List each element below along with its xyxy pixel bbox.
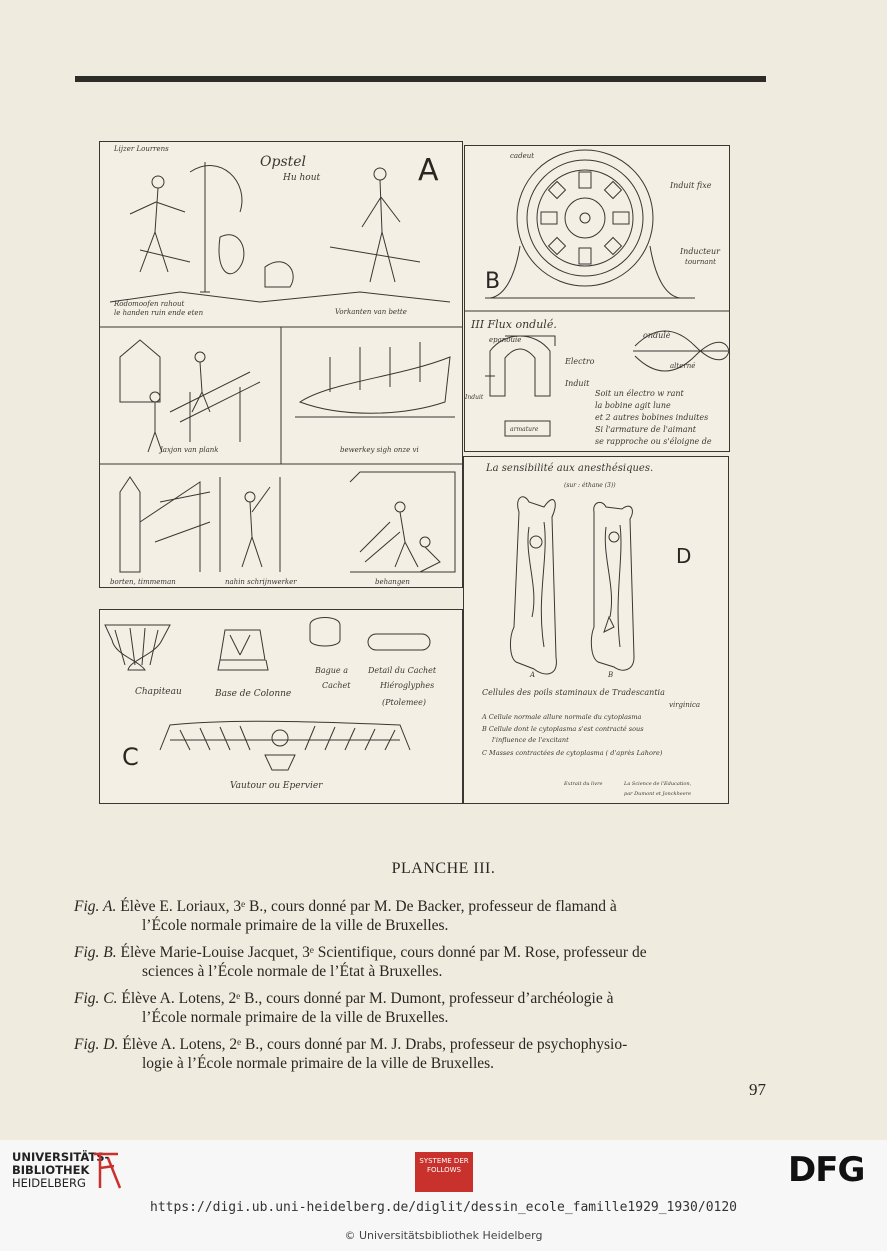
panel-b-note-3: et 2 autres bobines induites xyxy=(595,413,709,422)
panel-d-footnote-3: par Dumont et Jonckheere xyxy=(624,791,692,797)
panel-d-item-a: A Cellule normale allure normale du cytoplasma xyxy=(482,713,642,721)
ub-logo-line-3: HEIDELBERG xyxy=(12,1176,86,1190)
panel-a-caption-5: borten, timmeman xyxy=(110,578,176,586)
panel-a-caption-1: Rodomoofen rahout xyxy=(114,300,185,308)
panel-d-item-b: B Cellule dont le cytoplasma s'est contracté sous xyxy=(482,725,644,733)
panel-d-subtitle: (sur : éthane (3)) xyxy=(564,482,616,489)
panel-b-label-epanouie: epanouie xyxy=(489,336,522,344)
panel-b-label-induit-2: Induit xyxy=(465,394,484,401)
panel-b-label-ondule: ondulé xyxy=(643,331,671,340)
ub-logo-line-2: BIBLIOTHEK xyxy=(12,1163,90,1177)
panel-a-caption-6: nahin schrijnwerker xyxy=(225,578,297,586)
panel-b-note-2: la bobine agit lune xyxy=(595,401,671,410)
top-rule xyxy=(75,76,766,82)
panel-b-label-electro: Electro xyxy=(565,357,595,366)
panel-b-drawing xyxy=(465,146,729,451)
fig-text-continued: logie à l’École normale primaire de la ville de Bruxelles. xyxy=(142,1055,495,1072)
panel-b-note-4: Si l'armature de l'aimant xyxy=(595,425,696,434)
panel-a-caption-7: behangen xyxy=(375,578,410,586)
panel-a-top-note: Lijzer Lourrens xyxy=(114,145,169,153)
panel-c-label-ptolemee: (Ptolemee) xyxy=(382,698,427,707)
panel-c-letter: C xyxy=(122,743,139,771)
panel-d-footnote-1: Extrait du livre xyxy=(564,781,603,787)
ub-logo-line-1: UNIVERSITÄTS- xyxy=(12,1150,110,1164)
panel-b-label-top: cadeut xyxy=(510,152,535,160)
panel-c-label-bague: Bague a xyxy=(315,666,348,675)
panel-d-letter: D xyxy=(676,544,692,568)
panel-b-note-1: Soit un électro w rant xyxy=(595,389,684,398)
fig-caption-d xyxy=(74,1035,766,1073)
panel-d-caption-title-2: virginica xyxy=(669,701,701,709)
panel-c xyxy=(99,609,463,804)
fig-caption-c xyxy=(74,989,766,1027)
panel-d-item-b-2: l'influence de l'excitant xyxy=(492,736,569,744)
panel-d-footnote-2: La Science de l'Education, xyxy=(624,781,692,787)
panel-d-title: La sensibilité aux anesthésiques. xyxy=(486,463,654,474)
panel-d-cell-a: A xyxy=(530,671,536,679)
plate-illustrations xyxy=(97,138,733,808)
viewer-footer xyxy=(0,1140,887,1251)
panel-a-caption-2: Vorkanten van bette xyxy=(335,308,407,316)
panel-d-item-c: C Masses contractées de cytoplasma ( d'après Lahore) xyxy=(482,749,663,757)
page-number: 97 xyxy=(749,1080,766,1099)
center-logo-text: SYSTEME DER FOLLOWS xyxy=(419,1157,469,1174)
plate-title: PLANCHE III. xyxy=(391,860,496,877)
fig-caption-a xyxy=(74,897,766,935)
panel-a-caption-1b: le handen ruin ende eten xyxy=(114,309,204,317)
panel-a-drawing xyxy=(100,142,462,587)
permalink-url[interactable]: https://digi.ub.uni-heidelberg.de/diglit/dessin_ecole_famille1929_1930/0120 xyxy=(150,1200,737,1215)
panel-b-letter: B xyxy=(485,269,501,294)
panel-c-label-base: Base de Colonne xyxy=(215,689,292,699)
panel-d-cell-b: B xyxy=(608,671,614,679)
dfg-logo[interactable]: DFG xyxy=(788,1150,865,1190)
panel-c-label-detail: Detail du Cachet xyxy=(368,666,437,675)
panel-a-scene-subtitle: Hu hout xyxy=(283,173,321,183)
center-logo[interactable] xyxy=(415,1152,473,1192)
fig-text-continued: sciences à l’École normale de l’État à Bruxelles. xyxy=(142,963,443,980)
fig-label: Fig. D. xyxy=(74,1036,119,1053)
fig-text: Élève A. Lotens, 2ᵉ B., cours donné par M. Dumont, professeur d’archéologie à xyxy=(121,990,614,1007)
panel-c-label-hiero: Hiéroglyphes xyxy=(380,681,435,690)
panel-c-label-cachet: Cachet xyxy=(322,681,351,690)
fig-text-continued: l’École normale primaire de la ville de Bruxelles. xyxy=(142,917,449,934)
panel-c-label-chapiteau: Chapiteau xyxy=(135,687,182,697)
panel-b-label-alterne: alterné xyxy=(670,362,696,370)
panel-d-drawing xyxy=(464,457,728,803)
panel-b-note-5: se rapproche ou s'éloigne de xyxy=(595,437,712,446)
panel-c-drawing xyxy=(100,610,462,803)
panel-b xyxy=(464,145,730,452)
panel-b-label-induit: Induit xyxy=(565,379,590,388)
panel-a xyxy=(99,141,463,588)
panel-b-label-inductor: Inducteur xyxy=(680,247,720,256)
ub-emblem-icon xyxy=(90,1148,124,1192)
panel-c-label-vautour: Vautour ou Epervier xyxy=(230,781,323,791)
fig-text: Élève A. Lotens, 2ᵉ B., cours donné par M. J. Drabs, professeur de psychophysio- xyxy=(122,1036,628,1053)
fig-text-continued: l’École normale primaire de la ville de Bruxelles. xyxy=(142,1009,449,1026)
panel-d xyxy=(463,456,729,804)
panel-a-scene-title: Opstel xyxy=(260,154,307,170)
fig-caption-b xyxy=(74,943,766,981)
panel-b-label-fixed: Induit fixe xyxy=(670,181,712,190)
fig-text: Élève Marie-Louise Jacquet, 3ᵉ Scientifique, cours donné par M. Rose, professeur de xyxy=(120,944,647,961)
fig-label: Fig. C. xyxy=(74,990,118,1007)
fig-text: Élève E. Loriaux, 3ᵉ B., cours donné par M. De Backer, professeur de flamand à xyxy=(120,898,617,915)
panel-a-caption-3: Jaxjon van plank xyxy=(160,446,219,454)
copyright-notice: © Universitätsbibliothek Heidelberg xyxy=(344,1229,543,1242)
panel-b-label-inductor-2: tournant xyxy=(685,258,716,266)
fig-label: Fig. A. xyxy=(74,898,117,915)
panel-a-letter: A xyxy=(418,153,439,188)
panel-b-section-title: III Flux ondulé. xyxy=(471,318,557,331)
panel-d-caption-title: Cellules des poils staminaux de Tradescantia xyxy=(482,688,665,697)
fig-label: Fig. B. xyxy=(74,944,117,961)
panel-a-caption-4: bewerkey sigh onze vi xyxy=(340,446,419,454)
panel-b-label-armature: armature xyxy=(510,426,539,433)
